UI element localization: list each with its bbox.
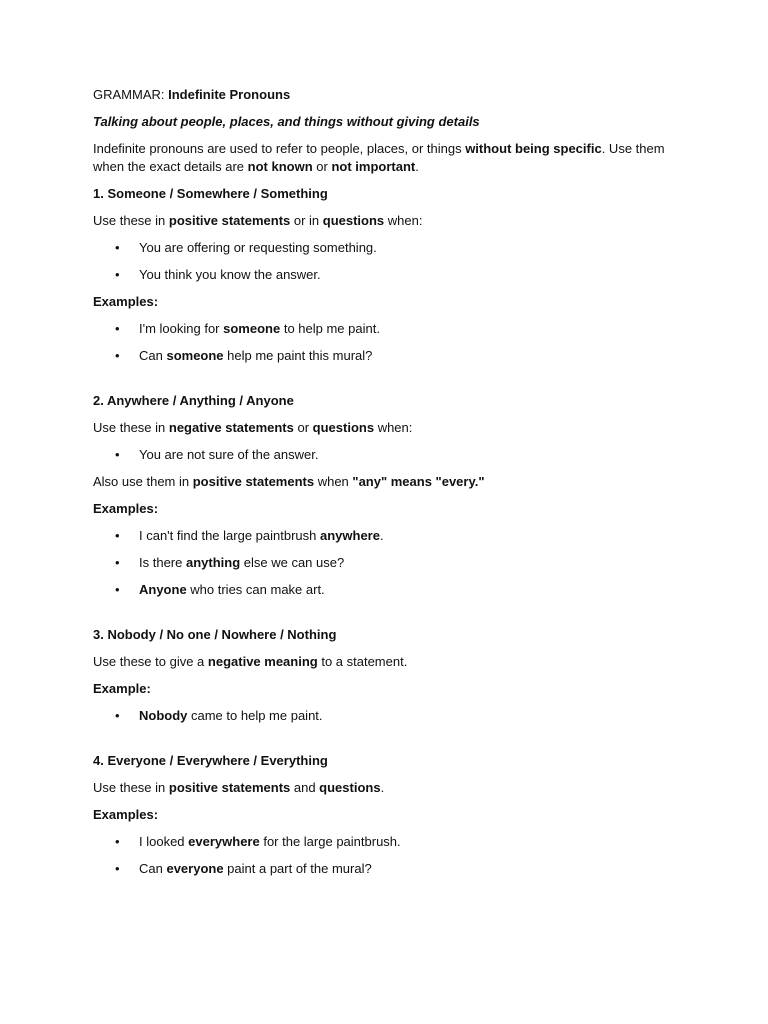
rule-bold: positive statements: [168, 213, 291, 228]
rule-text: when: [314, 474, 353, 489]
page-title: [93, 86, 683, 104]
bullet-icon: •: [115, 555, 120, 570]
section-3-heading: 3. Nobody / No one / Nowhere / Nothing: [93, 627, 337, 642]
intro-text: Indefinite pronouns are used to refer to people, places, or things: [93, 141, 466, 156]
example-item: [93, 581, 683, 599]
bullet-icon: •: [115, 240, 120, 255]
example-keyword: someone: [166, 348, 224, 363]
rule-text: Use these in: [93, 780, 169, 795]
intro-bold: not known: [247, 159, 313, 174]
rule-text: and: [290, 780, 320, 795]
section-3-rule: [93, 653, 683, 671]
example-text: Can: [139, 348, 167, 363]
example-keyword: Anyone: [139, 582, 187, 597]
example-item: [93, 707, 683, 725]
bullet-icon: •: [115, 582, 120, 597]
list-item-text: You are not sure of the answer.: [139, 447, 319, 462]
example-text: for the large paintbrush.: [259, 834, 401, 849]
example-text: help me paint this mural?: [223, 348, 373, 363]
rule-bold: "any" means "every.": [352, 474, 485, 489]
example-item: [93, 320, 683, 338]
example-text: paint a part of the mural?: [223, 861, 372, 876]
example-keyword: everyone: [166, 861, 224, 876]
rule-bold: positive statements: [168, 780, 291, 795]
section-3-examples-label: Example:: [93, 681, 151, 696]
page-subtitle: Talking about people, places, and things without giving details: [93, 114, 480, 129]
intro-bold: not important: [331, 159, 416, 174]
section-2-bullets: [93, 446, 683, 464]
rule-text: .: [380, 780, 385, 795]
rule-text: when:: [374, 420, 413, 435]
example-text: Is there: [139, 555, 186, 570]
example-keyword: someone: [223, 321, 281, 336]
example-item: [93, 347, 683, 365]
rule-text: Use these to give a: [93, 654, 208, 669]
section-4-examples: [93, 833, 683, 878]
example-keyword: anywhere: [319, 528, 380, 543]
section-spacer: [93, 734, 683, 752]
section-2-examples: [93, 527, 683, 599]
intro-text: . Use them when the exact details are: [93, 141, 665, 174]
section-2-rule: [93, 419, 683, 437]
list-item: [93, 446, 683, 464]
section-4-heading: 4. Everyone / Everywhere / Everything: [93, 753, 328, 768]
section-1-examples-label: Examples:: [93, 294, 159, 309]
bullet-icon: •: [115, 267, 120, 282]
intro-paragraph: [93, 140, 683, 176]
bullet-icon: •: [115, 528, 120, 543]
rule-bold: questions: [319, 780, 381, 795]
rule-bold: negative meaning: [207, 654, 318, 669]
section-4-rule: [93, 779, 683, 797]
rule-text: Use these in: [93, 420, 169, 435]
section-1-heading: 1. Someone / Somewhere / Something: [93, 186, 328, 201]
example-keyword: everywhere: [188, 834, 260, 849]
intro-text: or: [312, 159, 332, 174]
title-bold: Indefinite Pronouns: [168, 87, 291, 102]
example-text: I looked: [139, 834, 189, 849]
bullet-icon: •: [115, 447, 120, 462]
rule-bold: questions: [312, 420, 375, 435]
section-3-examples: [93, 707, 683, 725]
list-item-text: You think you know the answer.: [139, 267, 321, 282]
bullet-icon: •: [115, 348, 120, 363]
rule-bold: negative statements: [168, 420, 294, 435]
section-4-examples-label: Examples:: [93, 807, 159, 822]
section-2-examples-label: Examples:: [93, 501, 159, 516]
example-item: [93, 527, 683, 545]
intro-text: .: [415, 159, 419, 174]
section-1-examples: [93, 320, 683, 365]
example-text: Can: [139, 861, 167, 876]
rule-text: Use these in: [93, 213, 169, 228]
rule-text: to a statement.: [317, 654, 408, 669]
rule-text: when:: [384, 213, 423, 228]
rule-bold: questions: [322, 213, 385, 228]
list-item: [93, 266, 683, 284]
bullet-icon: •: [115, 861, 120, 876]
rule-text: Also use them in: [93, 474, 193, 489]
example-item: [93, 833, 683, 851]
list-item: [93, 239, 683, 257]
bullet-icon: •: [115, 321, 120, 336]
bullet-icon: •: [115, 834, 120, 849]
example-item: [93, 554, 683, 572]
example-text: I can't find the large paintbrush: [139, 528, 320, 543]
section-2-extra-rule: [93, 473, 683, 491]
example-item: [93, 860, 683, 878]
list-item-text: You are offering or requesting something.: [139, 240, 377, 255]
rule-text: or: [293, 420, 313, 435]
rule-bold: positive statements: [192, 474, 315, 489]
example-text: to help me paint.: [280, 321, 380, 336]
example-keyword: anything: [185, 555, 241, 570]
example-text: else we can use?: [240, 555, 345, 570]
document-page: [93, 86, 683, 887]
example-text: who tries can make art.: [186, 582, 325, 597]
section-spacer: [93, 608, 683, 626]
example-text: came to help me paint.: [187, 708, 323, 723]
section-2-heading: 2. Anywhere / Anything / Anyone: [93, 393, 294, 408]
title-prefix: GRAMMAR:: [93, 87, 169, 102]
section-spacer: [93, 374, 683, 392]
section-1-rule: [93, 212, 683, 230]
rule-text: or in: [290, 213, 323, 228]
bullet-icon: •: [115, 708, 120, 723]
example-keyword: Nobody: [139, 708, 188, 723]
example-text: I'm looking for: [139, 321, 224, 336]
example-text: .: [379, 528, 384, 543]
intro-bold: without being specific: [465, 141, 602, 156]
section-1-bullets: [93, 239, 683, 284]
